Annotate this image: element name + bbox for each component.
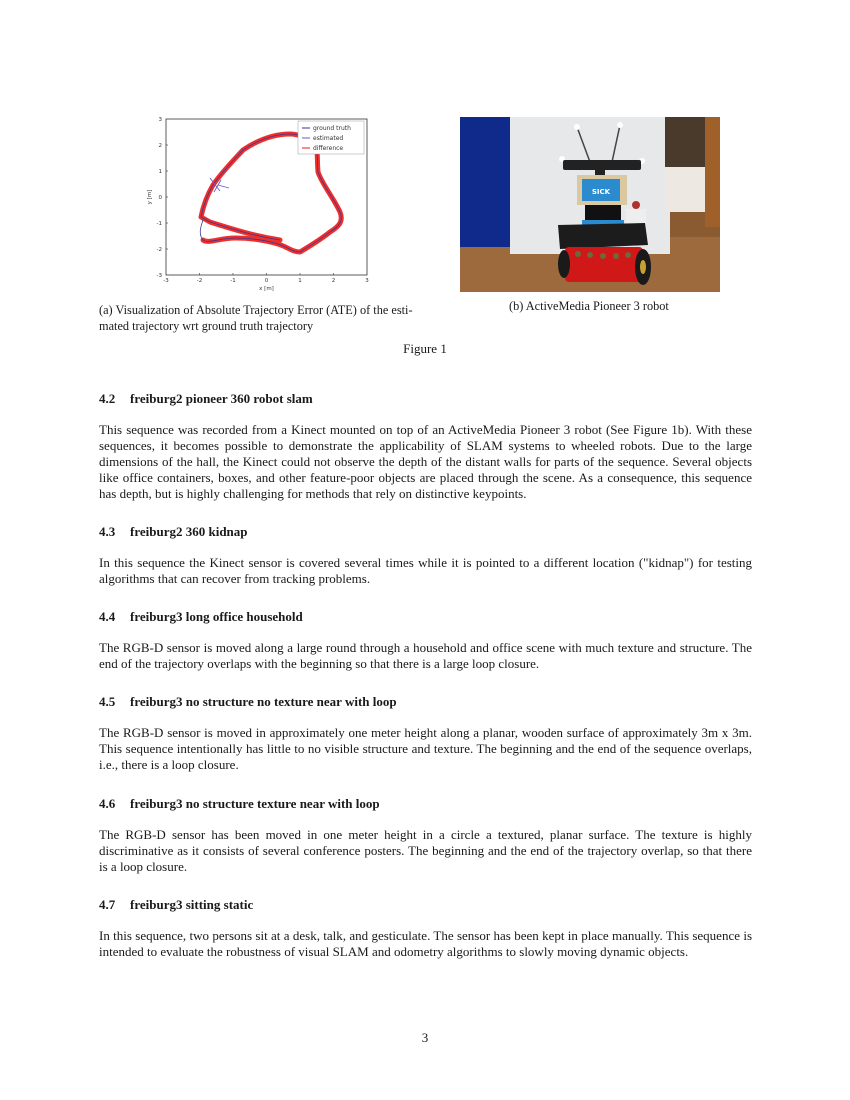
caption-a-line-1: (a) Visualization of Absolute Trajectory Error (ATE) of the esti- — [99, 303, 413, 317]
svg-text:ground truth: ground truth — [313, 125, 351, 132]
section-heading: 4.5 freiburg3 no structure no texture near with loop — [99, 694, 397, 709]
section-heading: 4.7 freiburg3 sitting static — [99, 897, 254, 912]
plot-svg — [140, 112, 380, 297]
svg-text:2: 2 — [158, 143, 162, 149]
svg-text:estimated: estimated — [313, 135, 344, 142]
section-body: The RGB-D sensor is moved in approximately one meter height along a planar, wooden surface of approximately 3m x 3m. This sequence intentionally has little to no visible structure and texture. The beginning and the end of the sequence overlaps, i.e., there is a loop closure. — [99, 725, 752, 772]
section-4-3 — [99, 524, 752, 587]
section-4-4 — [99, 609, 752, 672]
section-heading: 4.4 freiburg3 long office household — [99, 609, 303, 624]
svg-text:difference: difference — [313, 145, 344, 152]
pioneer-robot-photo — [460, 117, 720, 292]
section-body: In this sequence the Kinect sensor is covered several times while it is pointed to a different location ("kidnap") for testing algorithms that can recover from tracking problems. — [99, 555, 752, 586]
x-tick-labels — [163, 278, 369, 284]
svg-text:2: 2 — [331, 278, 336, 284]
page-number: 3 — [421, 1030, 429, 1045]
svg-text:0: 0 — [158, 195, 162, 201]
section-body: The RGB-D sensor has been moved in one meter height in a circle a textured, planar surface. The texture is highly discriminative as it consists of several conference posters. The beginning and the end of the trajectory overlap, so that there is a loop closure. — [99, 827, 752, 874]
svg-text:SICK: SICK — [591, 188, 611, 196]
subfigure-b-caption: (b) ActiveMedia Pioneer 3 robot — [509, 299, 669, 313]
svg-text:-2: -2 — [196, 278, 203, 284]
figure-label: Figure 1 — [403, 341, 447, 356]
section-4-5 — [99, 694, 752, 773]
section-4-7 — [99, 897, 752, 960]
wheel-left — [558, 250, 570, 278]
bumper — [558, 223, 648, 249]
svg-text:1: 1 — [298, 278, 302, 284]
y-axis-label: y [m] — [147, 189, 153, 205]
legend — [298, 121, 364, 154]
svg-text:-1: -1 — [156, 221, 162, 227]
svg-text:1: 1 — [158, 169, 162, 175]
y-tick-labels — [157, 117, 163, 279]
section-body: In this sequence, two persons sit at a desk, talk, and gesticulate. The sensor has been kept in place manually. This sequence is intended to evaluate the robustness of visual SLAM and odometry algorithms to slowly moving dynamic objects. — [99, 928, 752, 959]
section-4-6 — [99, 796, 752, 875]
section-heading: 4.3 freiburg2 360 kidnap — [99, 524, 248, 539]
section-body: This sequence was recorded from a Kinect mounted on top of an ActiveMedia Pioneer 3 robot (See Figure 1b). With these sequences, it becomes possible to demonstrate the applicability of SLAM systems to wheeled robots. Due to the large dimensions of the hall, the Kinect could not observe the depth of the distant walls for parts of the sequence. Several objects like office containers, boxes, and other feature-poor objects are placed through the scene. As a consequence, this sequence has depth, but is highly challenging for methods that rely on distinctive keypoints. — [99, 422, 752, 501]
section-body: The RGB-D sensor is moved along a large round through a household and office scene with much texture and structure. The end of the trajectory overlaps with the beginning so that there is a large loop closure. — [99, 640, 752, 671]
svg-text:-3: -3 — [156, 273, 162, 279]
svg-text:3: 3 — [158, 117, 162, 123]
section-4-2 — [99, 391, 752, 502]
caption-a-line-2: mated trajectory wrt ground truth trajectory — [99, 318, 314, 333]
svg-text:-3: -3 — [163, 278, 169, 284]
x-axis-label: x [m] — [259, 286, 274, 292]
svg-text:3: 3 — [365, 278, 369, 284]
kinect-sensor — [563, 160, 641, 170]
section-heading: 4.2 freiburg2 pioneer 360 robot slam — [99, 391, 313, 406]
svg-text:-1: -1 — [230, 278, 236, 284]
ate-trajectory-plot — [140, 112, 380, 297]
svg-text:0: 0 — [264, 278, 269, 284]
section-heading: 4.6 freiburg3 no structure texture near with loop — [99, 796, 380, 811]
subfigure-a-caption — [99, 303, 439, 334]
blue-curtain — [460, 117, 512, 247]
svg-text:-2: -2 — [156, 247, 162, 253]
